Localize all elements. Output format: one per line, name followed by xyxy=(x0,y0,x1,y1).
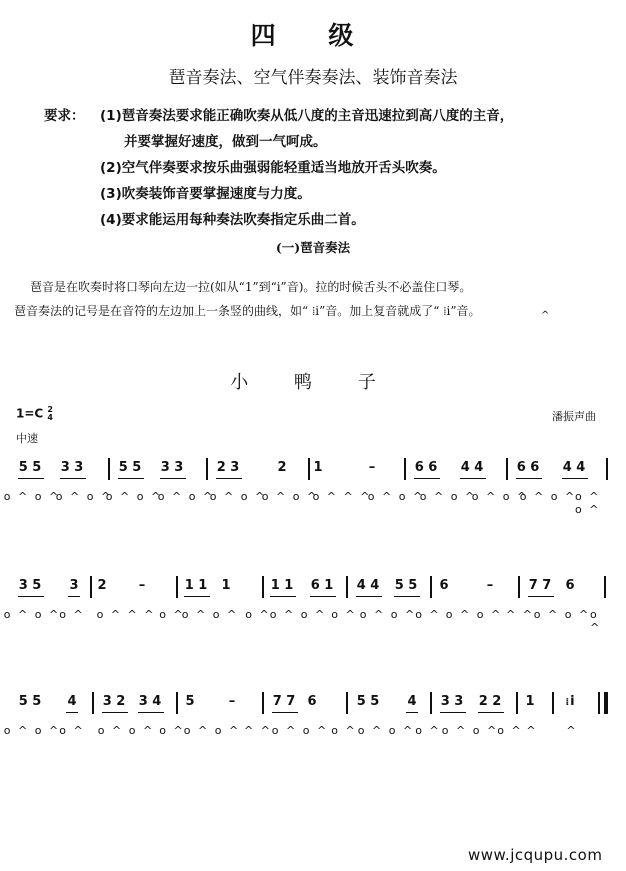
technique-marks: o ^ o ^ xyxy=(419,490,477,503)
time-top: 2 xyxy=(47,405,53,414)
requirement-4: (4)要求能运用每种奏法吹奏指定乐曲二首。 xyxy=(100,212,365,228)
beam xyxy=(68,596,80,597)
technique-marks: o ^ o ^ xyxy=(533,608,591,621)
technique-marks: o ^ o ^ xyxy=(183,724,241,737)
technique-marks: ^ ^ xyxy=(244,724,272,737)
note-group: 5 5 xyxy=(18,460,42,475)
section-paragraph-2: 琶音奏法的记号是在音符的左边加上一条竖的曲线，如“ ⁞i”音。加上复音就成了“ ⁞i”音。 xyxy=(14,304,481,318)
technique-marks: o ^ o ^ xyxy=(359,608,417,621)
technique-marks: o ^ o ^ xyxy=(209,490,267,503)
technique-marks: o ^ xyxy=(415,608,441,621)
song-title: 小 鸭 子 xyxy=(230,372,396,393)
requirement-2: (2)空气伴奏要求按乐曲强弱能轻重适当地放开舌头吹奏。 xyxy=(100,160,446,176)
requirements-label: 要求： xyxy=(44,108,85,124)
note-group: 6 xyxy=(307,694,317,709)
beam xyxy=(310,596,336,597)
technique-marks: o ^ o ^ xyxy=(575,490,601,516)
note-group: 1 xyxy=(525,694,535,709)
note-group: 2 2 xyxy=(478,694,502,709)
beam xyxy=(272,712,298,713)
bar-line xyxy=(518,576,520,598)
technique-marks: o ^ o ^ xyxy=(3,490,61,503)
bar-line xyxy=(176,692,178,714)
section-title: (一)琶音奏法 xyxy=(275,240,351,255)
beam xyxy=(516,478,542,479)
technique-marks: o ^ o ^ xyxy=(97,724,155,737)
technique-marks: o ^ o ^ xyxy=(519,490,577,503)
beam xyxy=(118,478,144,479)
technique-marks: o ^ xyxy=(331,608,357,621)
technique-marks: o ^ o ^ xyxy=(105,490,163,503)
note-group: 4 xyxy=(67,694,77,709)
beam xyxy=(478,712,504,713)
bar-line xyxy=(552,692,554,714)
note-group: 6 6 xyxy=(414,460,438,475)
arpeggio-mark: ⁞ xyxy=(565,697,570,708)
bar-line xyxy=(430,692,432,714)
technique-marks: o ^ o ^ xyxy=(3,608,61,621)
bar-line xyxy=(262,576,264,598)
note-group: 1 1 xyxy=(270,578,294,593)
bar-line xyxy=(90,576,92,598)
beam xyxy=(160,478,186,479)
caret-mark: ^ xyxy=(541,310,550,321)
note-group: 2 xyxy=(277,460,287,475)
technique-marks: ^ xyxy=(566,724,578,737)
key-signature xyxy=(16,406,53,422)
technique-marks: o ^ o ^ xyxy=(269,608,327,621)
note-group: 5 xyxy=(185,694,195,709)
beam xyxy=(102,712,128,713)
technique-marks: o ^ ^ ^ xyxy=(96,608,156,621)
technique-marks: o ^ o ^ xyxy=(3,724,61,737)
note-group: 3 2 xyxy=(102,694,126,709)
technique-marks: o ^ o ^ xyxy=(441,724,499,737)
note-group: 6 1 xyxy=(310,578,334,593)
bar-line xyxy=(92,692,94,714)
bar-line xyxy=(506,458,508,480)
technique-marks: ^ xyxy=(526,724,538,737)
level-title: 四 级 xyxy=(250,21,376,50)
bar-line xyxy=(308,458,310,480)
high-do-note: i xyxy=(570,694,575,709)
time-signature xyxy=(47,406,53,422)
beam xyxy=(460,478,486,479)
bar-line xyxy=(176,576,178,598)
note-group: – xyxy=(368,460,376,475)
beam xyxy=(66,712,78,713)
technique-marks: o ^ xyxy=(590,608,602,634)
notation-line-1 xyxy=(0,460,626,520)
beam xyxy=(394,596,420,597)
note-group: 3 xyxy=(69,578,79,593)
note-group: 6 xyxy=(439,578,449,593)
beam xyxy=(562,478,588,479)
bar-line xyxy=(262,692,264,714)
note-group: – xyxy=(486,578,494,593)
final-bar-line xyxy=(604,692,608,714)
bar-line xyxy=(346,576,348,598)
beam xyxy=(138,712,164,713)
section-paragraph-1: 琶音是在吹奏时将口琴向左边一拉(如从“1”到“i”音)。拉的时候舌头不必盖住口琴。 xyxy=(30,280,472,294)
technique-marks: o ^ o ^ xyxy=(471,490,529,503)
beam xyxy=(216,478,242,479)
beam xyxy=(18,596,44,597)
beam xyxy=(528,596,554,597)
tempo-marking: 中速 xyxy=(16,432,38,445)
beam xyxy=(184,596,210,597)
lesson-subtitle: 琶音奏法、空气伴奏奏法、装饰音奏法 xyxy=(168,68,458,88)
technique-marks: o ^ xyxy=(159,608,185,621)
requirement-3: (3)吹奏装饰音要掌握速度与力度。 xyxy=(100,186,311,202)
beam xyxy=(414,478,440,479)
note-group xyxy=(565,694,574,709)
technique-marks: o ^ ^ ^ xyxy=(312,490,372,503)
note-group: 4 4 xyxy=(460,460,484,475)
technique-marks: o ^ o ^ xyxy=(55,490,113,503)
technique-marks: o ^ o ^ xyxy=(157,490,215,503)
bar-line xyxy=(606,458,608,480)
note-group: 1 1 xyxy=(184,578,208,593)
technique-marks: ^ ^ xyxy=(506,608,534,621)
note-group: 5 5 xyxy=(18,694,42,709)
note-group: 4 4 xyxy=(356,578,380,593)
note-group: 1 xyxy=(313,460,323,475)
note-group: 4 4 xyxy=(562,460,586,475)
bar-line xyxy=(346,692,348,714)
technique-marks: o ^ o ^ xyxy=(445,608,503,621)
technique-marks: o ^ xyxy=(245,608,271,621)
technique-marks: o ^ xyxy=(331,724,357,737)
bar-line xyxy=(108,458,110,480)
beam xyxy=(440,712,466,713)
key-label: 1=C xyxy=(16,406,44,421)
note-group: 7 7 xyxy=(528,578,552,593)
note-group: 2 xyxy=(97,578,107,593)
technique-marks: o ^ o ^ xyxy=(357,724,415,737)
note-group: – xyxy=(228,694,236,709)
beam xyxy=(270,596,296,597)
note-group: 6 xyxy=(565,578,575,593)
note-group: 3 4 xyxy=(138,694,162,709)
note-group: 1 xyxy=(221,578,231,593)
note-group: 4 xyxy=(407,694,417,709)
technique-marks: o ^ o ^ xyxy=(367,490,425,503)
composer: 潘振声曲 xyxy=(552,410,596,423)
beam xyxy=(18,478,44,479)
note-group: 5 5 xyxy=(356,694,380,709)
bar-line xyxy=(430,576,432,598)
beam xyxy=(406,712,418,713)
beam xyxy=(356,596,382,597)
bar-line xyxy=(598,692,600,714)
requirement-1: (1)琶音奏法要求能正确吹奏从低八度的主音迅速拉到高八度的主音， xyxy=(100,108,514,124)
note-group: 3 3 xyxy=(440,694,464,709)
beam xyxy=(60,478,86,479)
note-group: 3 3 xyxy=(60,460,84,475)
note-group: – xyxy=(138,578,146,593)
technique-marks: o ^ o ^ xyxy=(271,724,329,737)
note-group: 3 3 xyxy=(160,460,184,475)
note-group: 5 5 xyxy=(394,578,418,593)
note-group: 2 3 xyxy=(216,460,240,475)
technique-marks: o ^ xyxy=(415,724,441,737)
technique-marks: o ^ xyxy=(59,724,85,737)
notation-line-2 xyxy=(0,578,626,638)
technique-marks: o ^ o ^ xyxy=(261,490,319,503)
technique-marks: o ^ o ^ xyxy=(181,608,239,621)
notation-line-3 xyxy=(0,694,626,754)
bar-line xyxy=(516,692,518,714)
time-bottom: 4 xyxy=(47,413,53,422)
bar-line xyxy=(604,576,606,598)
note-group: 3 5 xyxy=(18,578,42,593)
requirement-1-cont: 并要掌握好速度，做到一气呵成。 xyxy=(124,134,327,150)
bar-line xyxy=(404,458,406,480)
technique-marks: o ^ xyxy=(159,724,185,737)
bar-line xyxy=(206,458,208,480)
technique-marks: o ^ xyxy=(497,724,523,737)
site-watermark: www.jcqupu.com xyxy=(468,846,603,864)
technique-marks: o ^ xyxy=(59,608,85,621)
note-group: 7 7 xyxy=(272,694,296,709)
note-group: 6 6 xyxy=(516,460,540,475)
note-group: 5 5 xyxy=(118,460,142,475)
